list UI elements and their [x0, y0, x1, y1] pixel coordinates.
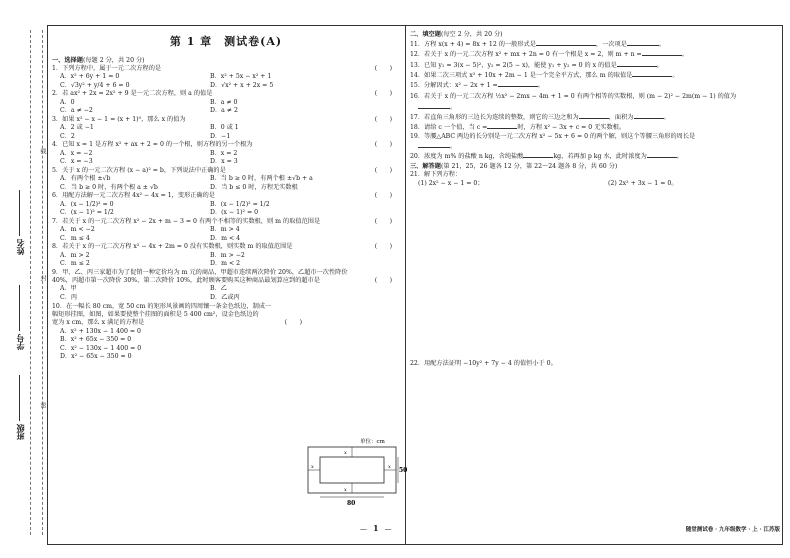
- answer-blank[interactable]: [523, 151, 553, 158]
- option[interactable]: C．√3y² + y/4 + 6 = 0: [60, 81, 130, 89]
- options-9: [52, 285, 400, 302]
- question-10-cont: 幅矩形挂图，如图，如果要使整个挂图的面积是 5 400 cm²，设金色纸边的: [52, 310, 259, 318]
- answer-paren[interactable]: ( ): [374, 217, 392, 225]
- name-label: 姓名: [15, 239, 25, 255]
- option[interactable]: A．甲: [60, 285, 77, 293]
- class-label: 班级: [15, 424, 25, 440]
- right-column: [410, 28, 780, 368]
- option[interactable]: C．x = −3: [60, 158, 93, 166]
- options-6: [52, 201, 400, 218]
- options-8: [52, 252, 400, 269]
- question-8: 8．若关于 x 的一元二次方程 x² − 4x + 2m = 0 没有实数根，则实数 m 的取值范围是 ( ): [52, 243, 392, 251]
- answer-blank[interactable]: [487, 122, 517, 129]
- answer-blank[interactable]: [632, 70, 672, 77]
- option[interactable]: C．m ≤ 2: [60, 260, 90, 268]
- question-17: 17．若直角三角形的三边长为连续的整数，则它的三边之和为 ，面积为 。: [410, 114, 670, 122]
- inner-picture: [320, 457, 384, 483]
- option[interactable]: D．√x² + x + 2x = 5: [210, 81, 274, 89]
- option[interactable]: B．当 b ≥ 0 时，有两个根 ±√b + a: [210, 175, 313, 183]
- section-heading: [410, 30, 780, 39]
- width-label: 80: [347, 500, 356, 507]
- option[interactable]: A．x² + 130x − 1 400 = 0: [60, 327, 141, 335]
- option[interactable]: C．丙: [60, 294, 78, 302]
- option[interactable]: A．m < −2: [60, 226, 95, 234]
- answer-blank[interactable]: [647, 151, 677, 158]
- options-1: [52, 73, 400, 90]
- student-id-label: 学号: [15, 334, 25, 350]
- option[interactable]: C．(x − 1)² = 1/2: [60, 209, 114, 217]
- answer-paren[interactable]: ( ): [374, 192, 392, 200]
- name-field[interactable]: [14, 190, 25, 255]
- question-22: 22．用配方法证明 −10y² + 7y − 4 的值恒小于 0。: [410, 359, 557, 367]
- question-2: 2．若 ax² + 2x = 2x² + 9 是一元二次方程，则 a 的值是 ( ): [52, 90, 392, 98]
- option[interactable]: B．a ≠ 0: [210, 98, 238, 106]
- option[interactable]: D．m < 4: [210, 234, 241, 242]
- answer-paren[interactable]: ( ): [374, 166, 392, 174]
- section-subtitle: (每题 2 分，共 20 分): [82, 57, 145, 64]
- option[interactable]: C．a ≠ −2: [60, 107, 93, 115]
- option[interactable]: C．2: [60, 132, 75, 140]
- option[interactable]: D．a ≠ 2: [210, 107, 238, 115]
- question-16: 16．若关于 x 的一元二次方程 ½x² − 2mx − 4m + 1 = 0 有两个相等的实数根，则 (m − 2)² − 2m(m − 1) 的值为: [410, 93, 737, 101]
- options-7: [52, 226, 400, 243]
- question-19: 19．等腰△ABC 两边的长分别是一元二次方程 x² − 5x + 6 = 0 的两个解，则这个等腰三角形的周长是: [410, 132, 696, 140]
- question-6: 6．用配方法解一元二次方程 4x² − 4x = 1，变形正确的是 ( ): [52, 192, 392, 200]
- answer-paren[interactable]: ( ): [374, 277, 392, 285]
- option[interactable]: D．乙或丙: [210, 294, 240, 302]
- answer-blank[interactable]: [579, 112, 609, 119]
- answer-blank[interactable]: [536, 39, 596, 46]
- answer-blank[interactable]: [642, 49, 682, 56]
- question-16-cont: 。: [410, 102, 780, 112]
- options-4: [52, 150, 400, 167]
- answer-blank[interactable]: [634, 112, 664, 119]
- option[interactable]: B．m > −2: [210, 251, 245, 259]
- option[interactable]: C．m ≤ 4: [60, 234, 90, 242]
- option[interactable]: A．有两个根 ±√b: [60, 175, 111, 183]
- option[interactable]: D．(x − 1)² = 0: [210, 209, 259, 217]
- x-label: x: [388, 464, 391, 470]
- answer-paren[interactable]: ( ): [374, 65, 392, 72]
- question-11: 11．方程 x(x + 4) = 8x + 12 的一般形式是 ，一次项是 。: [410, 41, 666, 48]
- answer-paren[interactable]: ( ): [374, 90, 392, 98]
- option[interactable]: B．乙: [210, 285, 227, 293]
- multiple-choice-list: [52, 65, 400, 269]
- option[interactable]: B．x² + 5x − x² + 1: [210, 73, 272, 81]
- section-title: 三、解答题: [410, 162, 441, 170]
- option[interactable]: A．(x − 1/2)² = 0: [60, 200, 114, 208]
- answer-blank[interactable]: [418, 102, 450, 109]
- question-4: 4．已知 x = 1 是方程 x² + ax + 2 = 0 的一个根，则方程的另一个根为 ( ): [52, 141, 392, 149]
- section-subtitle: (第 21，25，26 题各 12 分，第 22～24 题各 8 分，共 60 分): [440, 162, 618, 170]
- question-10-cont: 宽为 x cm，那么 x 满足的方程是 ( ): [52, 319, 302, 327]
- option[interactable]: B．(x − 1/2)² = 1/2: [210, 200, 270, 208]
- question-20: 20．浓度为 m% 的盐酸 n kg，含纯盐酸 kg，若再加 p kg 水，此时浓度为 。: [410, 153, 683, 161]
- unit-label: 单位：cm: [360, 439, 385, 445]
- option[interactable]: C．x² − 130x − 1 400 = 0: [60, 344, 142, 352]
- question-7: 7．若关于 x 的一元二次方程 x² − 2x + m − 3 = 0 有两个不相等的实数根，则 m 的取值范围是 ( ): [52, 217, 392, 225]
- question-5: 5．关于 x 的一元二次方程 (x − a)² = b，下列说法中正确的是 ( ): [52, 166, 392, 174]
- option[interactable]: A．m > 2: [60, 251, 90, 259]
- question-10: 10．在一幅长 80 cm，宽 50 cm 的矩形风景画的四周镶一条金色纸边，制成一: [52, 302, 272, 310]
- option[interactable]: B．0 或 1: [210, 124, 239, 132]
- x-label: x: [311, 464, 314, 470]
- options-10: [52, 328, 400, 362]
- section-subtitle: (每空 2 分，共 20 分): [440, 31, 503, 38]
- option[interactable]: A．0: [60, 98, 75, 106]
- section-heading: [410, 162, 780, 171]
- question-15: 15．分解因式：x² − 2x + 1 = 。: [410, 82, 544, 90]
- question-12: 12．若关于 x 的一元二次方程 x² + mx + 2n = 0 有一个根是 x = 2，则 m + n = 。: [410, 51, 688, 59]
- frame-diagram: [300, 435, 408, 511]
- option[interactable]: B．x = 2: [210, 149, 238, 157]
- part-2: (2) 2x² + 3x − 1 = 0。: [608, 179, 678, 187]
- answer-paren[interactable]: ( ): [374, 115, 392, 123]
- left-column: [52, 28, 400, 362]
- option[interactable]: D．x² − 65x − 350 = 0: [60, 353, 132, 361]
- question-3: 3．如果 x² − x − 1 = (x + 1)⁰，那么 x 的值为 ( ): [52, 115, 392, 123]
- answer-blank[interactable]: [418, 141, 450, 148]
- section-title: 二、填空题: [410, 31, 441, 38]
- options-2: [52, 99, 400, 116]
- binding-mark: 封: [39, 275, 46, 281]
- series-label: 随堂测试卷 · 九年级数学 · 上 · 江苏版: [685, 527, 780, 533]
- section-heading: [52, 56, 400, 65]
- option[interactable]: A．2 或 −1: [60, 124, 94, 132]
- answer-blank[interactable]: [498, 80, 538, 87]
- answer-space[interactable]: [410, 188, 780, 360]
- question-21: 21．解下列方程：: [410, 170, 462, 178]
- answer-blank[interactable]: [617, 60, 657, 67]
- option[interactable]: B．x² + 65x − 350 = 0: [60, 336, 132, 344]
- question-9: 9．甲、乙、丙三家超市为了促销一种定价均为 m 元的商品，甲超市连续两次降价 20%，乙超市一次性降价: [52, 268, 348, 276]
- answer-blank[interactable]: [627, 39, 659, 46]
- question-19-cont: 。: [410, 141, 780, 151]
- page-title: 第 1 章 测试卷(A): [169, 35, 283, 48]
- binding-mark: 密: [39, 402, 46, 408]
- class-field[interactable]: [14, 375, 25, 440]
- option[interactable]: D．当 b ≤ 0 时，方程无实数根: [210, 183, 298, 191]
- answer-paren[interactable]: ( ): [374, 141, 392, 149]
- question-13: 13．已知 y₁ = 3(x − 5)²，y₂ = 2(5 − x)，能使 y₁ + y₂ = 0 的 x 的值是 。: [410, 61, 663, 69]
- student-id-field[interactable]: [14, 285, 25, 350]
- binding-mark: 线: [39, 148, 46, 154]
- question-21-parts: [410, 179, 780, 188]
- option[interactable]: C．当 b ≥ 0 时，有两个根 a ± √b: [60, 183, 158, 191]
- options-5: [52, 175, 400, 192]
- option[interactable]: D．m < 2: [210, 260, 241, 268]
- answer-paren[interactable]: ( ): [374, 243, 392, 251]
- x-label: x: [344, 450, 347, 456]
- options-3: [52, 124, 400, 141]
- section-title: 一、选择题: [52, 57, 83, 64]
- binding-line-outer: [30, 30, 31, 535]
- part-1: (1) 2x² − x − 1 = 0；: [418, 179, 484, 187]
- option[interactable]: D．−1: [210, 132, 231, 140]
- question-1: 1．下列方程中，属于一元二次方程的是 ( ): [52, 65, 392, 72]
- option[interactable]: A．x = −2: [60, 149, 93, 157]
- option[interactable]: D．x = 3: [210, 158, 238, 166]
- option[interactable]: B．m > 4: [210, 226, 240, 234]
- question-18: 18．请给 c 一个值，当 c = 时，方程 x² − 3x + c = 0 无实数根。: [410, 124, 626, 132]
- binding-line-inner: [42, 30, 43, 535]
- page-number: — 1 —: [360, 523, 392, 533]
- question-9-cont: 40%，丙超市第一次降价 30%，第二次降价 10%，此时顾客要购买这种商品最划算应到的超市是 ( ): [52, 277, 392, 285]
- answer-paren[interactable]: ( ): [284, 319, 302, 327]
- option[interactable]: A．x² + 6y + 1 = 0: [60, 73, 120, 81]
- height-label: 50: [399, 467, 408, 474]
- x-label: x: [344, 487, 347, 493]
- question-14: 14．如果二次三项式 x² + 10x + 2m − 1 是一个完全平方式，那么 m 的取值是 。: [410, 71, 679, 79]
